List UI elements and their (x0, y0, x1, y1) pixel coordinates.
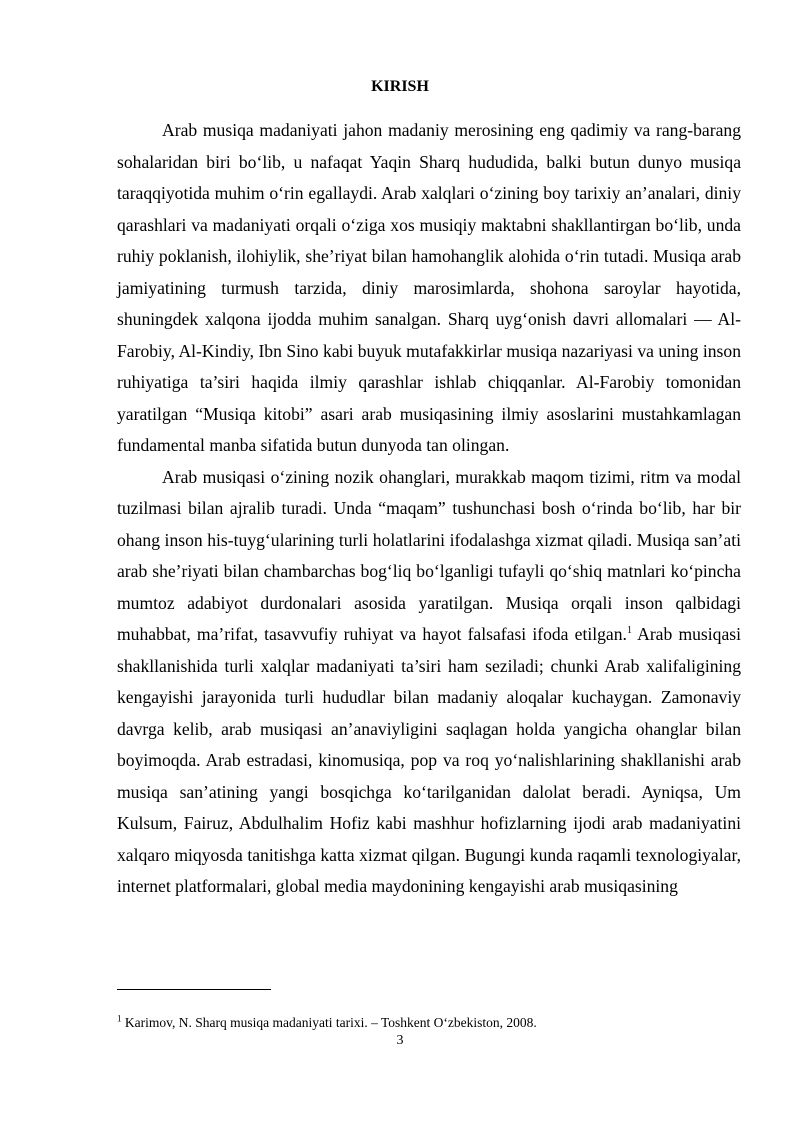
paragraph-2 (117, 462, 741, 903)
footnote-separator (117, 989, 271, 990)
footnote (117, 1014, 741, 1032)
paragraph-1: Arab musiqa madaniyati jahon madaniy merosining eng qadimiy va rang-barang sohalaridan biri bo‘lib, u nafaqat Yaqin Sharq hududida, balki butun dunyo musiqa taraqqiyotida muhim o‘rin egallaydi. Arab xalqlari o‘zining boy tarixiy an’analari, diniy qarashlari va madaniyati orqali o‘ziga xos musiqiy maktabni shakllantirgan bo‘lib, unda ruhiy poklanish, ilohiylik, she’riyat bilan hamohanglik alohida o‘rin tutadi. Musiqa arab jamiyatining turmush tarzida, diniy marosimlarda, shohona saroylar hayotida, shuningdek xalqona ijodda muhim sanalgan. Sharq uyg‘onish davri allomalari — Al-Farobiy, Al-Kindiy, Ibn Sino kabi buyuk mutafakkirlar musiqa nazariyasi va uning inson ruhiyatiga ta’siri haqida ilmiy qarashlar ishlab chiqqanlar. Al-Farobiy tomonidan yaratilgan “Musiqa kitobi” asari arab musiqasining ilmiy asoslarini mustahkamlagan fundamental manba sifatida butun dunyoda tan olingan. (117, 120, 741, 455)
body-text (117, 115, 741, 903)
footnote-mark: 1 (117, 1013, 122, 1024)
paragraph-2-text-after: Arab musiqasi shakllanishida turli xalqlar madaniyati ta’siri ham seziladi; chunki Arab xalifaligining kengayishi jarayonida turli hududlar bilan madaniy aloqalar kuchaygan. Zamonaviy davrga kelib, arab musiqasi an’anaviyligini saqlagan holda yangicha ohanglar bilan boyimoqda. Arab estradasi, kinomusiqa, pop va roq yo‘nalishlarining shakllanishi arab musiqa san’atining yangi bosqichga ko‘tarilganidan dalolat beradi. Ayniqsa, Um Kulsum, Fairuz, Abdulhalim Hofiz kabi mashhur hofizlarning ijodi arab madaniyatini xalqaro miqyosda tanitishga katta xizmat qilgan. Bugungi kunda raqamli texnologiyalar, internet platformalari, global media maydonining kengayishi arab musiqasining (117, 624, 742, 896)
footnote-reference[interactable]: 1 (626, 625, 632, 637)
footnote-text: Karimov, N. Sharq musiqa madaniyati tarixi. – Toshkent O‘zbekiston, 2008. (121, 1015, 537, 1030)
page-title: KIRISH (371, 78, 429, 95)
paragraph-2-text-before: Arab musiqasi o‘zining nozik ohanglari, murakkab maqom tizimi, ritm va modal tuzilmasi bilan ajralib turadi. Unda “maqam” tushunchasi bosh o‘rinda bo‘lib, har bir ohang inson his-tuyg‘ularining turli holatlarini ifodalashga xizmat qiladi. Musiqa san’ati arab she’riyati bilan chambarchas bog‘liq bo‘lganligi tufayli qo‘shiq matnlari ko‘pincha mumtoz adabiyot durdonalari asosida yaratilgan. Musiqa orqali inson qalbidagi muhabbat, ma’rifat, tasavvufiy ruhiyat va hayot falsafasi ifoda etilgan. (117, 466, 741, 644)
page-number: 3 (396, 1033, 404, 1048)
